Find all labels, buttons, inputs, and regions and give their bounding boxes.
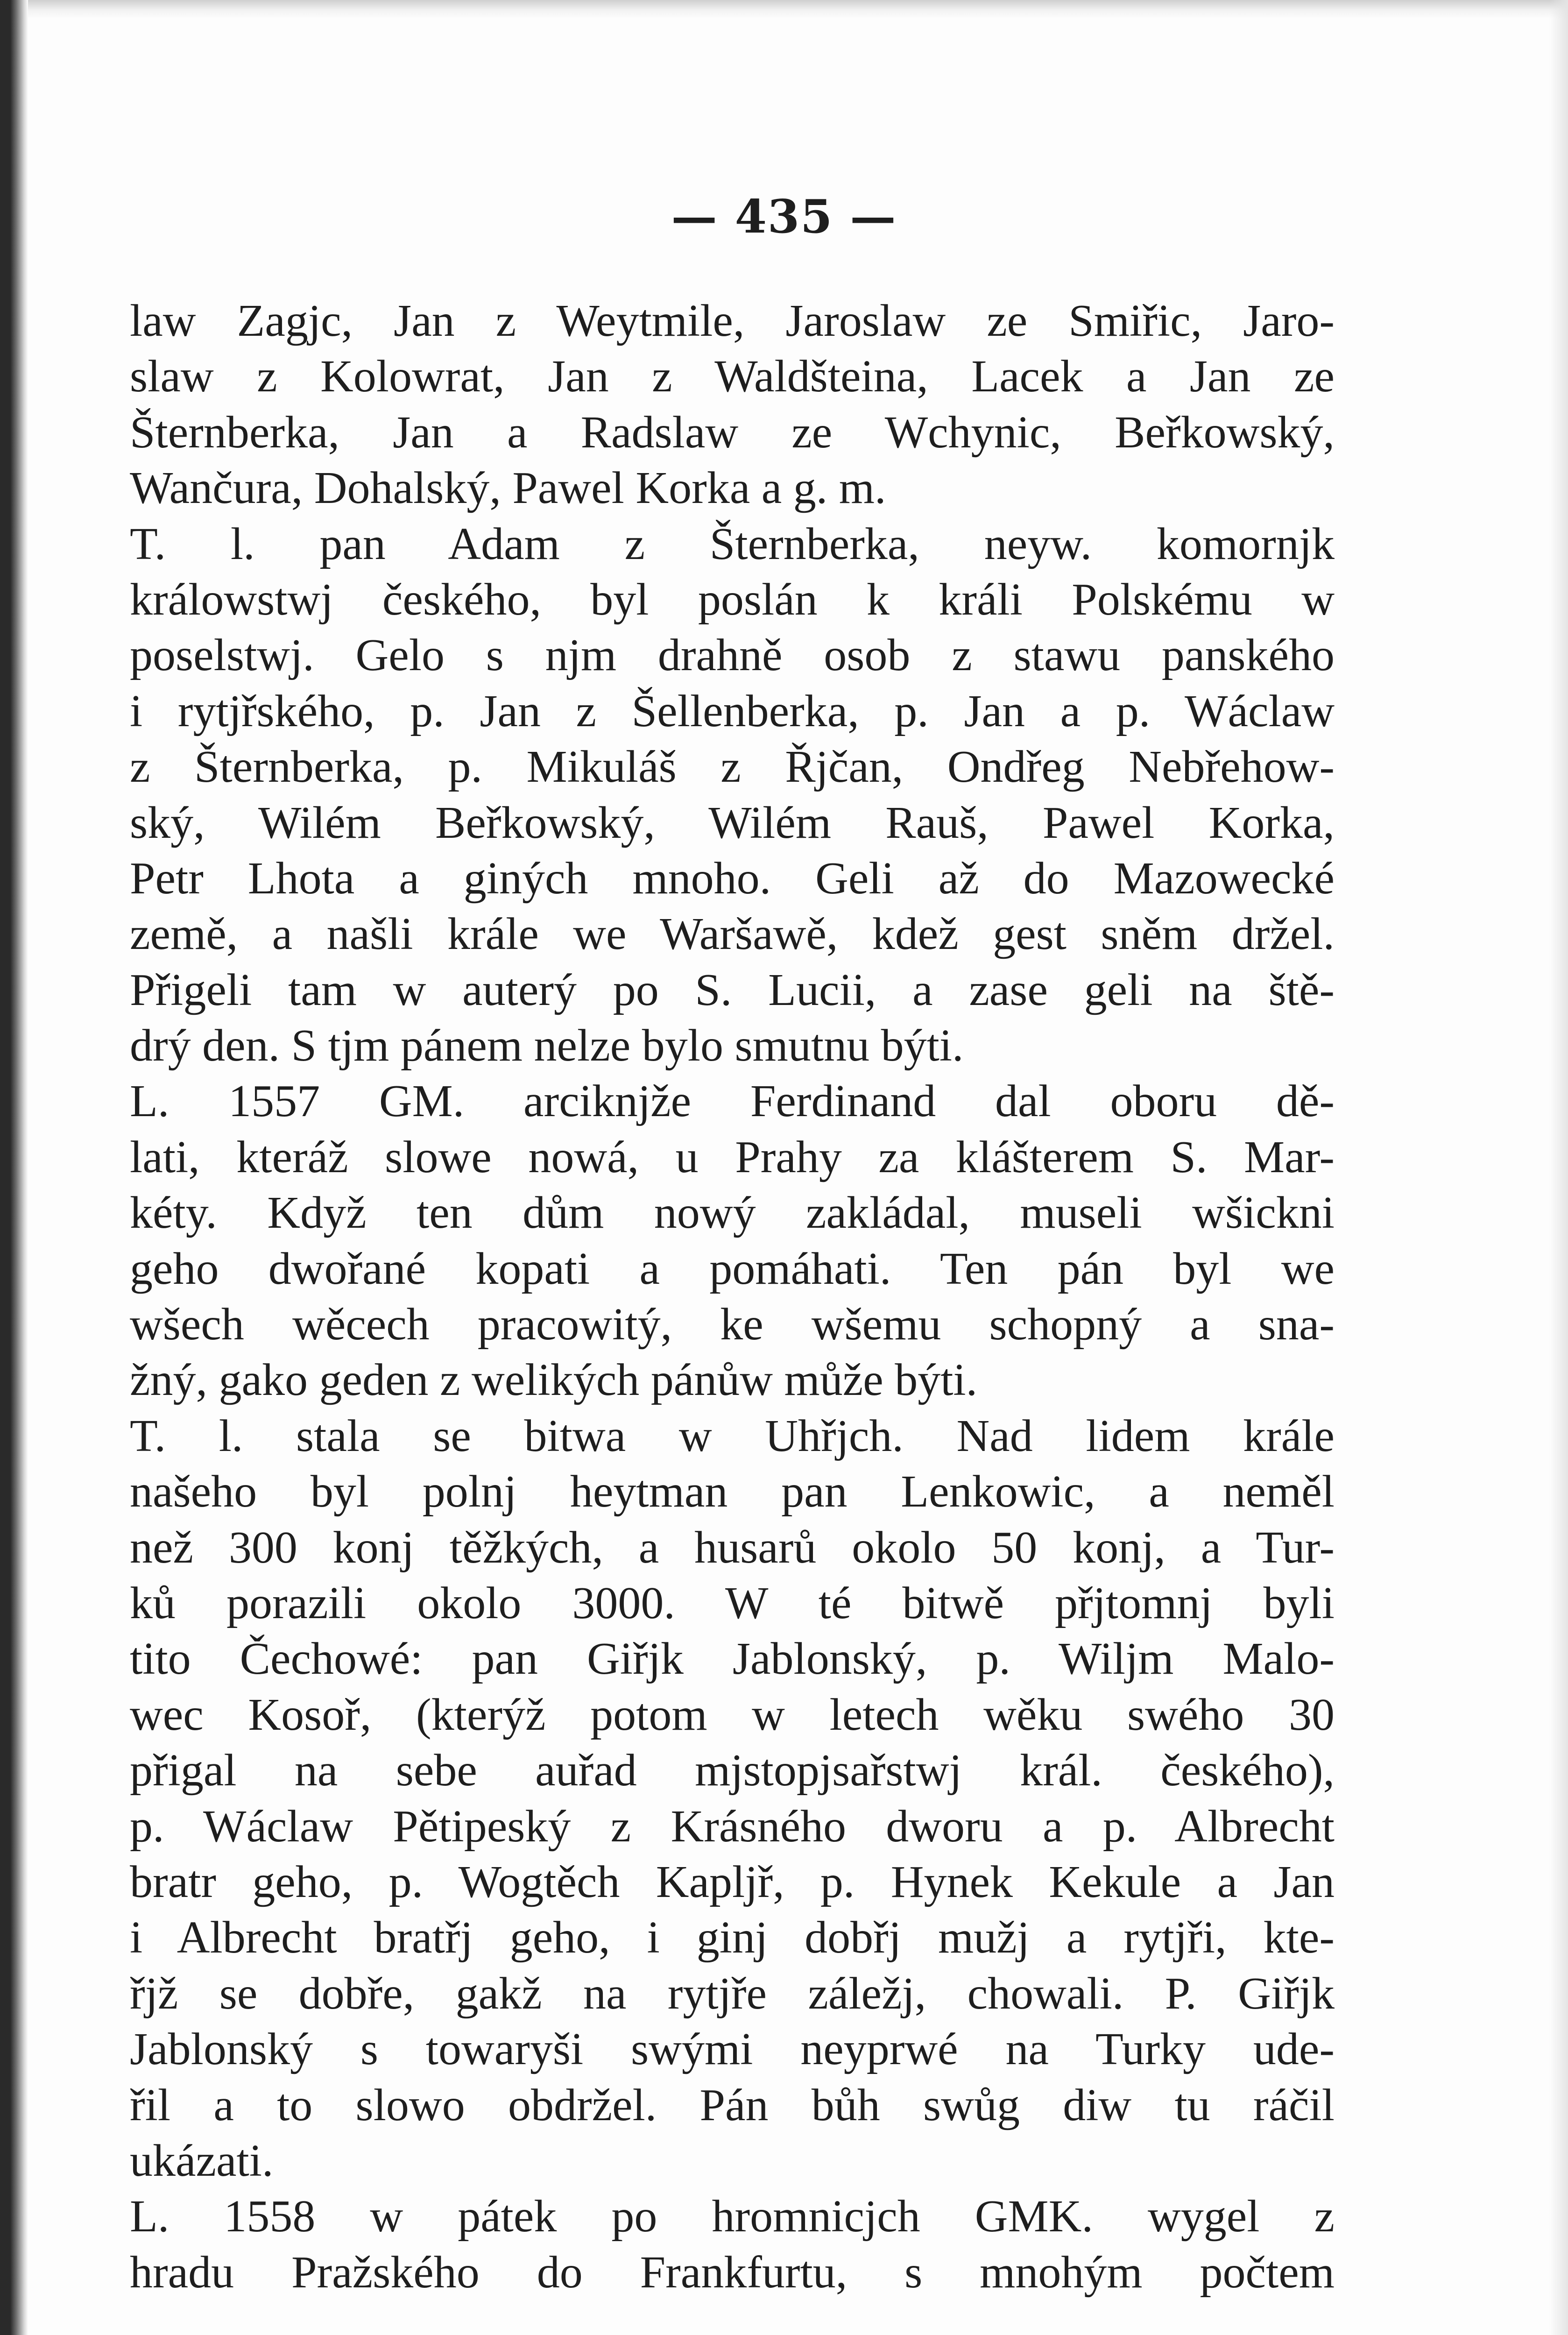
body-text (130, 293, 1335, 2300)
text-line: kéty. Když ten dům nowý zakládal, museli wšickni (130, 1188, 1335, 1238)
text-line: Wančura, Dohalský, Pawel Korka a g. m. (130, 463, 886, 514)
page-number: — 435 — (671, 190, 897, 244)
binding-edge (0, 0, 28, 2335)
text-line: ků porazili okolo 3000. W té bitwě přjtomnj byli (130, 1578, 1335, 1628)
text-line: Petr Lhota a giných mnoho. Geli až do Mazowecké (130, 853, 1335, 904)
text-line: hradu Pražského do Frankfurtu, s mnohým počtem (130, 2247, 1335, 2298)
text-line: law Zagjc, Jan z Weytmile, Jaroslaw ze Smiřic, Jaro- (130, 296, 1335, 346)
text-line: wec Kosoř, (kterýž potom w letech wěku swého 30 (130, 1689, 1335, 1740)
text-line: přigal na sebe auřad mjstopjsařstwj král. českého), (130, 1745, 1335, 1796)
text-line: poselstwj. Gelo s njm drahně osob z stawu panského (130, 630, 1335, 681)
text-line: Šternberka, Jan a Radslaw ze Wchynic, Beřkowský, (130, 407, 1335, 458)
right-edge-shadow (1549, 0, 1568, 2335)
text-line: i rytjřského, p. Jan z Šellenberka, p. Jan a p. Wáclaw (130, 686, 1335, 736)
text-line: L. 1558 w pátek po hromnicjch GMK. wygel z (130, 2191, 1335, 2242)
text-line: drý den. S tjm pánem nelze bylo smutnu býti. (130, 1020, 964, 1071)
text-line: než 300 konj těžkých, a husarů okolo 50 konj, a Tur- (130, 1522, 1335, 1573)
text-line: z Šternberka, p. Mikuláš z Řjčan, Ondřeg Nebřehow- (130, 742, 1335, 792)
text-line: p. Wáclaw Pětipeský z Krásného dworu a p. Albrecht (130, 1801, 1335, 1852)
text-line: tito Čechowé: pan Giřjk Jablonský, p. Wiljm Malo- (130, 1634, 1335, 1684)
text-line: geho dwořané kopati a pomáhati. Ten pán byl we (130, 1243, 1335, 1294)
text-line: lati, kteráž slowe nowá, u Prahy za klášterem S. Mar- (130, 1132, 1335, 1182)
text-line: L. 1557 GM. arciknjže Ferdinand dal oboru dě- (130, 1076, 1335, 1127)
text-line: ukázati. (130, 2135, 274, 2186)
text-line: T. l. stala se bitwa w Uhřjch. Nad lidem krále (130, 1410, 1335, 1461)
text-line: řjž se dobře, gakž na rytjře záležj, chowali. P. Giřjk (130, 1968, 1335, 2019)
text-line: slaw z Kolowrat, Jan z Waldšteina, Lacek a Jan ze (130, 351, 1335, 402)
text-line: Přigeli tam w auterý po S. Lucii, a zase geli na ště- (130, 964, 1335, 1015)
text-line: i Albrecht bratřj geho, i ginj dobřj mužj a rytjři, kte- (130, 1912, 1335, 1963)
text-line: Jablonský s towaryši swými neyprwé na Turky ude- (130, 2024, 1335, 2075)
text-line: ský, Wilém Beřkowský, Wilém Rauš, Pawel Korka, (130, 797, 1335, 848)
text-line: bratr geho, p. Wogtěch Kapljř, p. Hynek Kekule a Jan (130, 1856, 1335, 1907)
text-line: našeho byl polnj heytman pan Lenkowic, a neměl (130, 1466, 1335, 1517)
text-line: žný, gako geden z welikých pánůw může býti. (130, 1355, 978, 1406)
text-line: T. l. pan Adam z Šternberka, neyw. komornjk (130, 518, 1335, 569)
text-line: země, a našli krále we Waršawě, kdež gest sněm držel. (130, 909, 1335, 960)
text-line: králowstwj českého, byl poslán k králi Polskému w (130, 574, 1335, 625)
text-line: řil a to slowo obdržel. Pán bůh swůg diw tu ráčil (130, 2080, 1335, 2130)
top-edge-shadow (28, 0, 1568, 19)
text-line: wšech wěcech pracowitý, ke wšemu schopný a sna- (130, 1299, 1335, 1350)
